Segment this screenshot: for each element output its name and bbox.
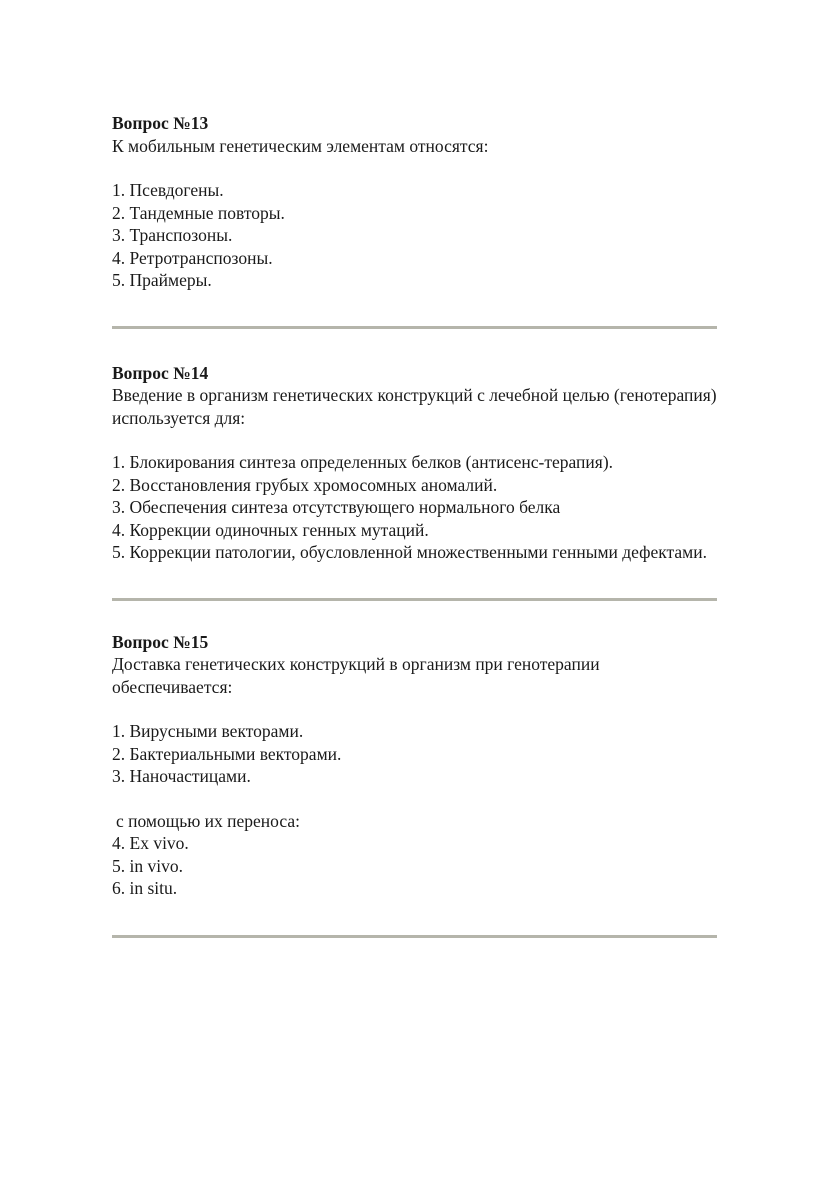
question-text: Доставка генетических конструкций в организм при генотерапии обеспечивается: (112, 654, 600, 697)
option-item: 1. Блокирования синтеза определенных белков (антисенс-терапия). (112, 452, 614, 472)
option-item: 3. Наночастицами. (112, 766, 251, 786)
question-15 (112, 631, 717, 900)
option-item: 5. in vivo. (112, 855, 183, 876)
option-item: 3. Транспозоны. (112, 225, 233, 245)
option-item: 2. Бактериальными векторами. (112, 743, 342, 764)
sub-options-intro: с помощью их переноса: (116, 810, 300, 831)
question-title: Вопрос №14 (112, 362, 209, 383)
question-text: Введение в организм генетических конструкций с лечебной целью (генотерапия) используется для: (112, 385, 717, 428)
option-item: 6. in situ. (112, 878, 178, 898)
option-item: 2. Тандемные повторы. (112, 202, 285, 223)
option-item: 5. Праймеры. (112, 270, 212, 290)
divider (112, 935, 717, 938)
option-item: 4. Ретротранспозоны. (112, 247, 273, 268)
option-item: 4. Коррекции одиночных генных мутаций. (112, 519, 429, 540)
question-title: Вопрос №15 (112, 631, 209, 652)
option-item: 1. Псевдогены. (112, 180, 224, 200)
options-list (112, 179, 717, 292)
option-item: 5. Коррекции патологии, обусловленной множественными генными дефектами. (112, 542, 707, 562)
document-page (112, 112, 717, 938)
option-item: 3. Обеспечения синтеза отсутствующего нормального белка (112, 497, 561, 517)
divider (112, 326, 717, 329)
divider (112, 598, 717, 601)
question-title: Вопрос №13 (112, 113, 209, 133)
question-14 (112, 362, 717, 564)
sub-options-list (112, 832, 717, 900)
options-list (112, 720, 717, 788)
option-item: 2. Восстановления грубых хромосомных аномалий. (112, 474, 498, 495)
options-list (112, 451, 717, 564)
option-item: 1. Вирусными векторами. (112, 721, 304, 741)
question-text: К мобильным генетическим элементам относятся: (112, 135, 489, 156)
option-item: 4. Ex vivo. (112, 833, 189, 853)
question-13 (112, 112, 717, 292)
